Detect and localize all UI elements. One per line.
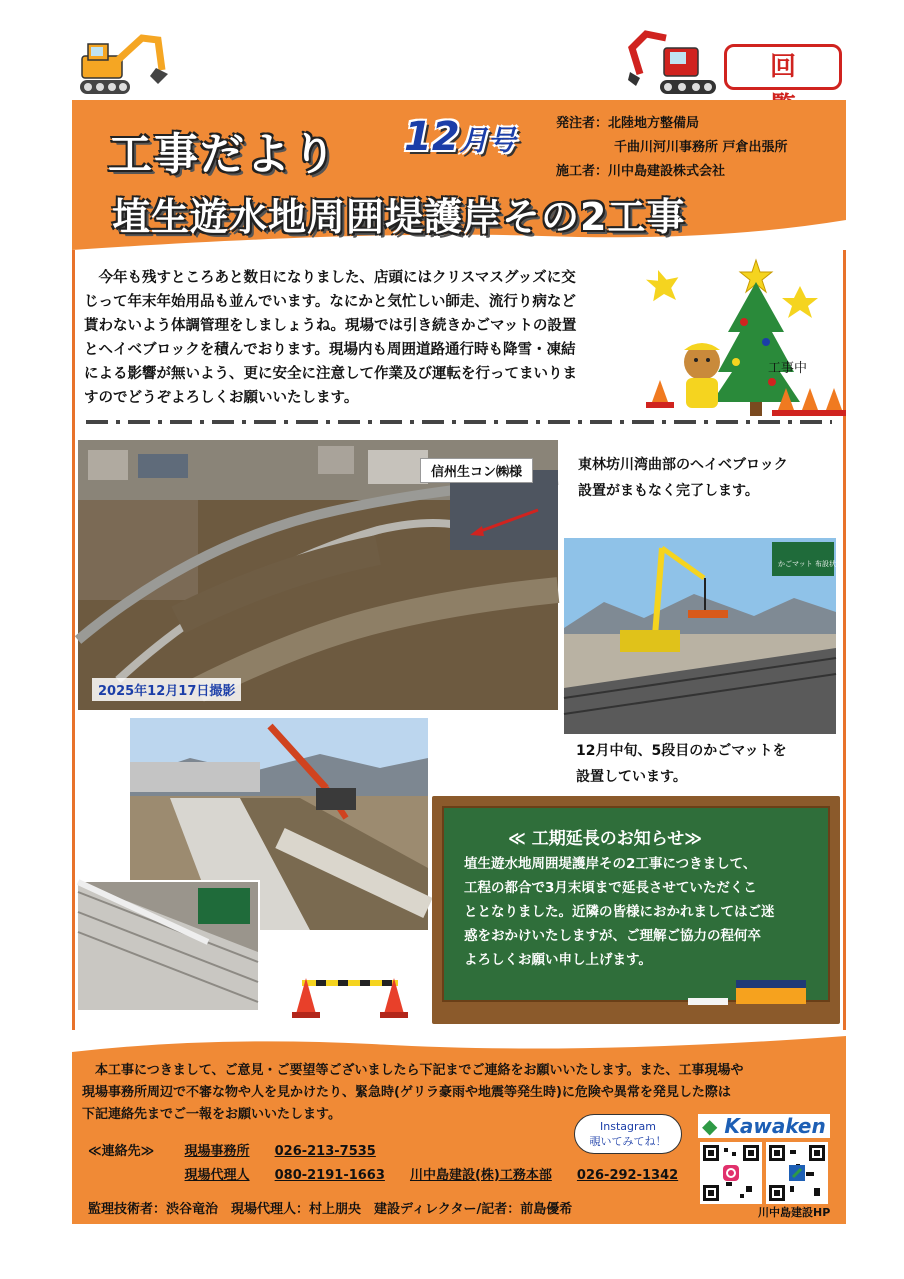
notice-line: ととなりました。近隣の皆様におかれましてはご迷: [464, 904, 775, 920]
excavator-icon: [78, 30, 170, 98]
footer-line: 本工事につきまして、ご意見・ご要望等ございましたら下記までご連絡をお願いいたします。また、工事現場や: [95, 1063, 744, 1078]
aerial-caption: [578, 452, 788, 504]
crane-caption-line: 設置しています。: [576, 769, 687, 785]
circulation-stamp: 回: [724, 44, 842, 90]
crane-photo: [564, 538, 843, 734]
crane-caption-line: 12月中旬、5段目のかごマットを: [576, 743, 787, 759]
footer-line: 現場事務所周辺で不審な物や人を見かけたり、緊急時(ゲリラ豪雨や地震等発生時)に危険や異常を発見した際は: [82, 1085, 731, 1100]
contractor-label: 施工者：川中島建設株式会社: [556, 164, 726, 179]
intro-line: による影響が無いよう、更に安全に注意して作業及び運転を行ってまいりま: [84, 366, 577, 382]
instagram-qr-code[interactable]: [700, 1142, 762, 1204]
hq-phone[interactable]: 026-292-1342: [576, 1168, 679, 1183]
notice-line: 惑をおかけいたしますが、ご理解ご協力の程何卒: [464, 928, 761, 944]
intro-paragraph: [84, 266, 662, 410]
newsletter-title: 工事だより: [108, 129, 338, 180]
crane-caption: [576, 738, 787, 790]
kawaken-mark-icon: ◆: [702, 1114, 718, 1138]
staff-credits: 監理技術者：渋谷竜治 現場代理人：村上朋央 建設ディレクター/記者：前島優希: [88, 1202, 573, 1217]
footer-line: 下記連絡先までご一報をお願いいたします。: [82, 1107, 341, 1122]
christmas-tree-illustration: [632, 252, 846, 420]
intro-line: すのでどうぞよろしくお願いいたします。: [84, 390, 359, 406]
chalk-icon: [688, 998, 728, 1005]
contact-label: ≪連絡先≫: [88, 1144, 155, 1159]
homepage-label: 川中島建設HP: [758, 1206, 831, 1219]
agent-label: 現場代理人: [184, 1168, 250, 1183]
instagram-label: Instagram: [600, 1120, 656, 1133]
notice-line: よろしくお願い申し上げます。: [464, 952, 652, 968]
photo-date: 2025年12月17日撮影: [92, 678, 241, 701]
traffic-barrier-icon: [292, 970, 408, 1018]
hq-label: 川中島建設(株)工務本部: [409, 1168, 552, 1183]
intro-line: とヘイベブロックを積んでおります。現場内も周囲道路通行時も降雪・凍結: [84, 342, 576, 358]
mini-excavator-icon: [626, 28, 722, 98]
instagram-bubble: [574, 1114, 682, 1154]
site-board-text: かごマット 布設状況: [778, 560, 843, 568]
blocks-photo: [76, 880, 260, 1012]
homepage-qr-code[interactable]: [766, 1142, 828, 1204]
notice-line: 埴生遊水地周囲堤護岸その2工事につきまして、: [464, 856, 757, 872]
orderer-info: [556, 112, 788, 184]
company-logo: ◆ Kawaken: [698, 1114, 830, 1138]
intro-line: 貰わないよう体調管理をしましょうね。現場では引き続きかごマットの設置: [84, 318, 577, 334]
aerial-caption-line: 東林坊川湾曲部のヘイベブロック: [578, 457, 788, 473]
project-title: 埴生遊水地周囲堤護岸その2工事: [112, 195, 686, 239]
office-label: 現場事務所: [184, 1144, 250, 1159]
issue-month: 12月号: [404, 114, 516, 160]
instagram-message: 覗いてみてね！: [589, 1135, 667, 1148]
intro-line: じって年末年始用品も並んでいます。なにかと気忙しい師走、流行り病など: [84, 294, 576, 310]
office-phone[interactable]: 026-213-7535: [274, 1144, 376, 1159]
agent-phone[interactable]: 080-2191-1663: [274, 1168, 385, 1183]
plant-label: 信州生コン㈱様: [420, 458, 533, 483]
notice-text: [464, 852, 814, 972]
eraser-icon: [736, 980, 806, 1004]
notice-line: 工程の都合で3月末頃まで延長させていただくこ: [464, 880, 757, 896]
divider-line: [86, 420, 832, 424]
aerial-caption-line: 設置がまもなく完了します。: [578, 483, 759, 499]
intro-line: 今年も残すところあと数日になりました、店頭にはクリスマスグッズに交: [98, 270, 576, 286]
sign-text: 工事中: [768, 361, 808, 376]
notice-title: ≪ 工期延長のお知らせ≫: [508, 829, 703, 849]
orderer-office: 千曲川河川事務所 戸倉出張所: [614, 140, 788, 155]
orderer-label: 発注者：北陸地方整備局: [556, 116, 700, 131]
